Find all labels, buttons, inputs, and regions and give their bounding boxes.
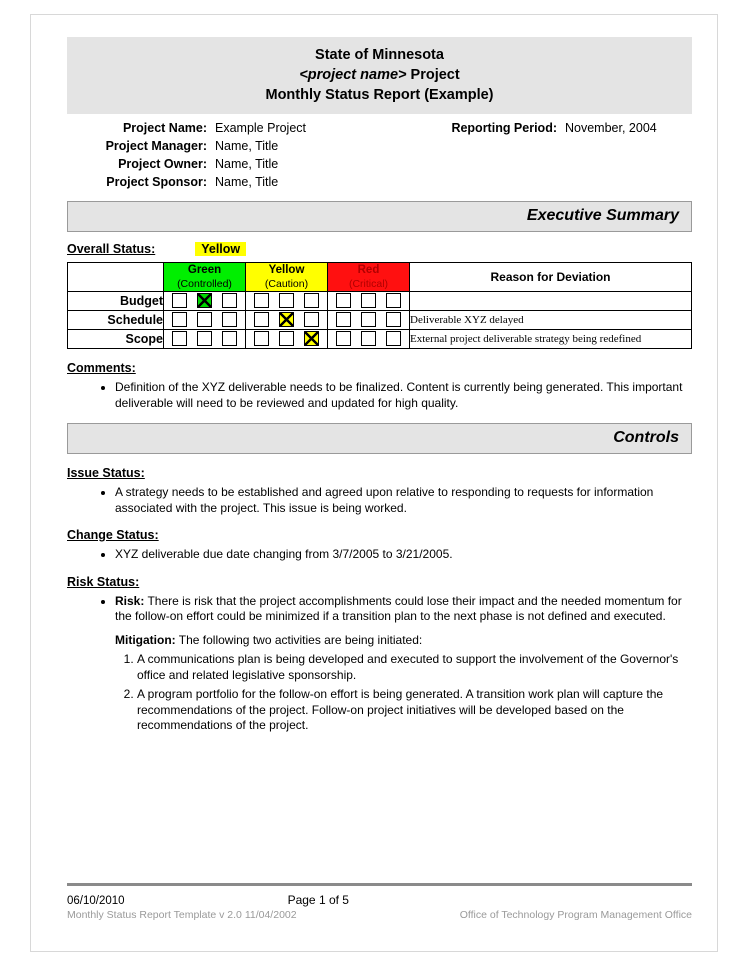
- schedule-green-boxes: [164, 311, 246, 330]
- reporting-period-label: Reporting Period:: [451, 121, 557, 135]
- document-body: [67, 37, 692, 738]
- issue-status-heading: Issue Status:: [67, 466, 145, 480]
- change-status-list: [97, 547, 692, 563]
- status-header-red: [328, 263, 410, 292]
- checkbox[interactable]: [254, 293, 269, 308]
- overall-status-row: [67, 242, 692, 256]
- table-row: [68, 292, 692, 311]
- checkbox[interactable]: [336, 331, 351, 346]
- status-row-label-schedule: Schedule: [68, 311, 164, 330]
- checkbox[interactable]: [304, 312, 319, 327]
- comments-list: [97, 380, 692, 411]
- checkbox[interactable]: [254, 312, 269, 327]
- checkbox[interactable]: [361, 312, 376, 327]
- checkbox[interactable]: [172, 331, 187, 346]
- status-row-label-budget: Budget: [68, 292, 164, 311]
- project-sponsor-value: Name, Title: [215, 175, 279, 189]
- schedule-red-boxes: [328, 311, 410, 330]
- budget-green-boxes: [164, 292, 246, 311]
- document-page: [30, 14, 718, 952]
- status-header-green-main: Green: [187, 264, 222, 276]
- scope-green-boxes: [164, 330, 246, 349]
- overall-status-label: Overall Status:: [67, 242, 156, 256]
- meta-row-project-owner: [67, 157, 692, 171]
- footer-office: Office of Technology Program Management Office: [459, 909, 692, 921]
- checkbox[interactable]: [386, 312, 401, 327]
- list-item: [115, 594, 692, 625]
- footer-date: 06/10/2010: [67, 895, 125, 907]
- checkbox[interactable]: [222, 293, 237, 308]
- list-item: 1. A communications plan is being developed and executed to support the involvement of the Governor's office and related legislative sponsorship.: [137, 652, 692, 683]
- checkbox-checked[interactable]: [279, 312, 294, 327]
- change-status-heading: Change Status:: [67, 528, 159, 542]
- header-line-report: Monthly Status Report (Example): [265, 87, 494, 103]
- checkbox[interactable]: [197, 312, 212, 327]
- issue-status-list: [97, 485, 692, 516]
- footer-top-row: [67, 893, 692, 907]
- comments-heading: Comments:: [67, 361, 136, 375]
- footer-page-number: Page 1 of 5: [287, 893, 349, 907]
- checkbox[interactable]: [254, 331, 269, 346]
- checkbox[interactable]: [361, 293, 376, 308]
- checkbox[interactable]: [222, 312, 237, 327]
- project-meta: [67, 121, 692, 189]
- document-header: [67, 37, 692, 114]
- mitigation-line: [115, 633, 692, 649]
- risk-label: Risk:: [115, 593, 145, 608]
- schedule-yellow-boxes: [246, 311, 328, 330]
- budget-red-boxes: [328, 292, 410, 311]
- checkbox-checked[interactable]: [197, 293, 212, 308]
- status-header-red-main: Red: [357, 264, 380, 276]
- checkbox[interactable]: [336, 312, 351, 327]
- status-header-red-sub: (Critical): [348, 278, 389, 290]
- budget-reason: [410, 292, 692, 311]
- checkbox[interactable]: [222, 331, 237, 346]
- footer-divider: [67, 883, 692, 886]
- document-footer: [67, 893, 692, 921]
- status-header-green-sub: (Controlled): [177, 278, 232, 290]
- mitigation-list: [119, 652, 692, 734]
- checkbox[interactable]: [172, 312, 187, 327]
- scope-red-boxes: [328, 330, 410, 349]
- footer-bottom-row: [67, 909, 692, 921]
- table-row: [68, 330, 692, 349]
- checkbox[interactable]: [386, 331, 401, 346]
- risk-text: There is risk that the project accomplishments could lose their impact and the needed momentum for the follow-on effort could be minimized if a transition plan to the next phase is not defined and executed.: [115, 593, 682, 623]
- project-name-value: Example Project: [215, 121, 307, 135]
- schedule-reason: Deliverable XYZ delayed: [410, 311, 692, 330]
- status-table-corner: [68, 263, 164, 292]
- status-header-yellow: [246, 263, 328, 292]
- checkbox[interactable]: [197, 331, 212, 346]
- risk-status-heading: Risk Status:: [67, 574, 140, 589]
- mitigation-text: The following two activities are being initiated:: [175, 632, 423, 647]
- checkbox[interactable]: [361, 331, 376, 346]
- meta-row-project-name: [67, 121, 692, 135]
- project-manager-value: Name, Title: [215, 139, 279, 153]
- checkbox-checked[interactable]: [304, 331, 319, 346]
- status-table: [67, 262, 692, 349]
- status-header-green: [164, 263, 246, 292]
- checkbox[interactable]: [279, 331, 294, 346]
- meta-row-project-manager: [67, 139, 692, 153]
- section-controls: Controls: [67, 423, 692, 454]
- status-header-reason: Reason for Deviation: [410, 263, 692, 292]
- list-item: • A strategy needs to be established and agreed upon relative to responding to requests for information associated with the project. This issue is being worked.: [115, 485, 692, 516]
- scope-yellow-boxes: [246, 330, 328, 349]
- header-project-suffix: Project: [406, 67, 460, 83]
- checkbox[interactable]: [279, 293, 294, 308]
- meta-row-project-sponsor: [67, 175, 692, 189]
- section-executive-summary: Executive Summary: [67, 201, 692, 232]
- project-sponsor-label: Project Sponsor:: [106, 175, 207, 189]
- list-item: • XYZ deliverable due date changing from 3/7/2005 to 3/21/2005.: [115, 547, 692, 563]
- checkbox[interactable]: [336, 293, 351, 308]
- reporting-period-value: November, 2004: [565, 121, 657, 135]
- project-owner-label: Project Owner:: [118, 157, 207, 171]
- list-item: 2. A program portfolio for the follow-on effort is being generated. A transition work plan will capture the recommendations of the project. Follow-on project initiatives will be developed based on the recommendations of the project.: [137, 687, 692, 734]
- overall-status-badge: Yellow: [195, 242, 246, 256]
- header-project-placeholder: <project name>: [299, 67, 407, 83]
- checkbox[interactable]: [304, 293, 319, 308]
- list-item: • Definition of the XYZ deliverable needs to be finalized. Content is currently being generated. This important deliverable will need to be reviewed and updated for high quality.: [115, 380, 692, 411]
- status-header-yellow-main: Yellow: [268, 264, 305, 276]
- mitigation-label: Mitigation:: [115, 632, 176, 647]
- mitigation-block: [115, 633, 692, 649]
- checkbox[interactable]: [172, 293, 187, 308]
- project-manager-label: Project Manager:: [105, 139, 207, 153]
- project-owner-value: Name, Title: [215, 157, 279, 171]
- scope-reason: External project deliverable strategy being redefined: [410, 330, 692, 349]
- table-row: [68, 311, 692, 330]
- status-row-label-scope: Scope: [68, 330, 164, 349]
- risk-status-list: [97, 594, 692, 625]
- header-line-state: State of Minnesota: [315, 47, 444, 63]
- project-name-label: Project Name:: [122, 121, 207, 135]
- budget-yellow-boxes: [246, 292, 328, 311]
- checkbox[interactable]: [386, 293, 401, 308]
- status-table-header-row: [68, 263, 692, 292]
- header-line-project: [67, 65, 692, 85]
- status-header-yellow-sub: (Caution): [264, 278, 309, 290]
- footer-template-info: Monthly Status Report Template v 2.0 11/04/2002: [67, 909, 297, 921]
